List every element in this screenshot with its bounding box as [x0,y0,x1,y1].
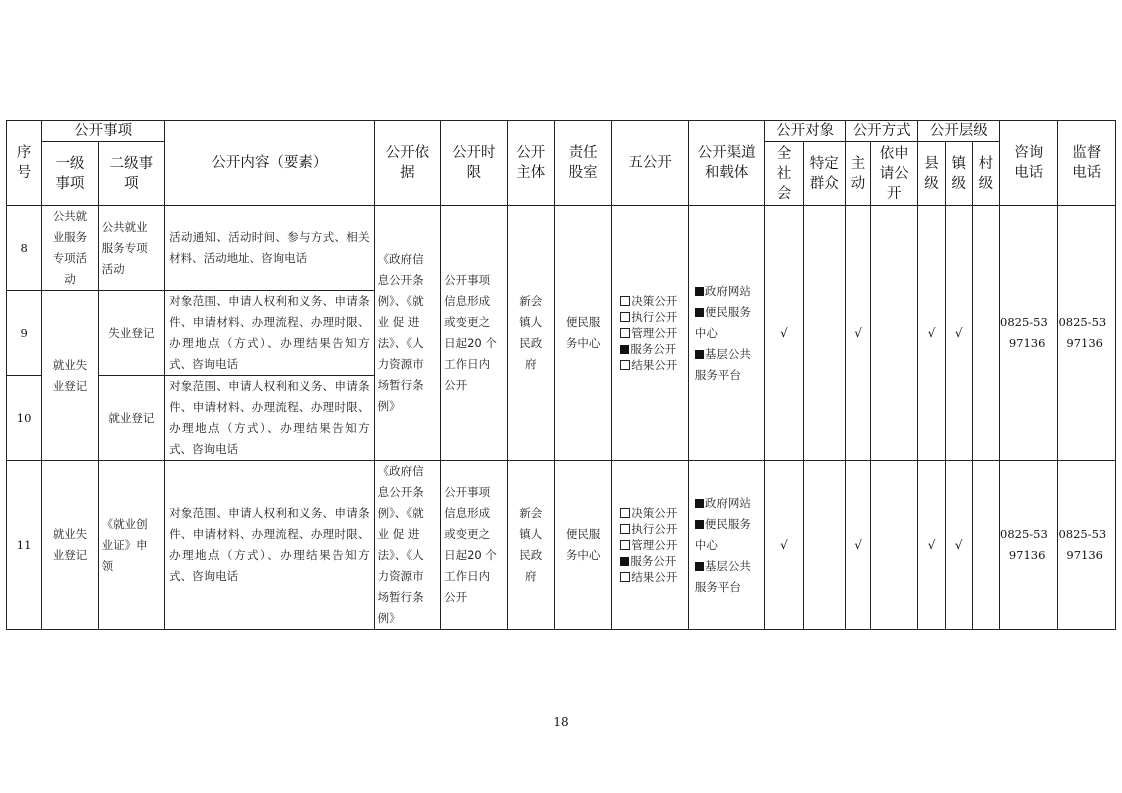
level-town-check: √ [945,461,972,630]
subject-cell: 新会 镇人 民政 府 [507,206,554,461]
empty-checkbox-icon [620,296,630,306]
level-county-check: √ [918,461,945,630]
empty-checkbox-icon [620,524,630,534]
header-public-items: 公开事项 [42,121,165,142]
table-body [7,206,1116,630]
row-number: 8 [7,206,42,291]
header-level2: 二级事 项 [98,142,164,206]
five-public-list [620,293,685,373]
method-request-cell [871,206,918,461]
level-village-cell [972,461,999,630]
five-public-list [620,505,685,585]
table-header [7,121,1116,206]
content-cell: 对象范围、申请人权利和义务、申请条件、申请材料、办理流程、办理时限、办理地点（方式）、办理结果告知方式、咨询电话 [165,376,375,461]
empty-checkbox-icon [620,540,630,550]
header-level-village: 村 级 [972,142,999,206]
five-public-item: 管理公开 [620,325,685,341]
header-target-all: 全 社 会 [765,142,803,206]
consult-phone: 0825-53 97136 [1000,206,1058,461]
filled-square-icon [695,350,704,359]
header-method: 公开方式 [845,121,918,142]
channel-cell [688,206,765,461]
target-specific-cell [803,206,845,461]
header-supervise: 监督 电话 [1058,121,1116,206]
method-active-check: √ [845,206,870,461]
empty-checkbox-icon [620,312,630,322]
header-level-town: 镇 级 [945,142,972,206]
supervise-phone: 0825-53 97136 [1058,206,1116,461]
level-village-cell [972,206,999,461]
level1-cell: 公共就 业服务 专项活 动 [42,206,98,291]
header-channel: 公开渠道 和载体 [688,121,765,206]
time-limit-cell: 公开事项 信息形成 或变更之 日起20 个 工作日内 公开 [441,206,507,461]
header-target-specific: 特定 群众 [803,142,845,206]
level2-cell: 失业登记 [98,291,164,376]
channel-item: 基层公共 [695,344,762,365]
header-level: 公开层级 [918,121,1000,142]
basis-cell: 《政府信 息公开条 例》、《就 业 促 进 法》、《人 力资源市 场暂行条 例》 [374,206,440,461]
empty-checkbox-icon [620,328,630,338]
header-consult: 咨询 电话 [1000,121,1058,206]
target-specific-cell [803,461,845,630]
page-number: 18 [553,715,569,729]
filled-square-icon [695,562,704,571]
target-all-check: √ [765,206,803,461]
five-public-item: 决策公开 [620,505,685,521]
channel-item: 服务平台 [694,579,741,594]
row-number: 9 [7,291,42,376]
channel-item: 中心 [694,537,718,552]
row-number: 11 [7,461,42,630]
row-number: 10 [7,376,42,461]
header-target: 公开对象 [765,121,846,142]
five-public-cell [612,206,689,461]
channel-list [695,281,762,386]
header-dept: 责任 股室 [554,121,611,206]
method-request-cell [871,461,918,630]
table-row [7,206,1116,291]
header-level-county: 县 级 [918,142,945,206]
basis-cell: 《政府信 息公开条 例》、《就 业 促 进 法》、《人 力资源市 场暂行条 例》 [374,461,440,630]
content-cell: 对象范围、申请人权利和义务、申请条件、申请材料、办理流程、办理时限、办理地点（方式）、办理结果告知方式、咨询电话 [165,291,375,376]
disclosure-table [6,120,1116,630]
header-method-request: 依申 请公 开 [871,142,918,206]
dept-cell: 便民服 务中心 [554,461,611,630]
five-public-item: 结果公开 [620,569,685,585]
filled-checkbox-icon [620,557,629,566]
channel-item: 政府网站 [695,493,762,514]
header-five-public: 五公开 [612,121,689,206]
header-seq: 序 号 [7,121,42,206]
content-cell: 对象范围、申请人权利和义务、申请条件、申请材料、办理流程、办理时限、办理地点（方式）、办理结果告知方式、咨询电话 [165,461,375,630]
dept-cell: 便民服 务中心 [554,206,611,461]
level2-cell: 公共就业 服务专项 活动 [98,206,164,291]
channel-cell [688,461,765,630]
channel-item: 便民服务 [695,514,762,535]
five-public-item: 服务公开 [620,553,685,569]
header-level1: 一级 事项 [42,142,98,206]
header-basis: 公开依 据 [374,121,440,206]
five-public-item: 执行公开 [620,309,685,325]
empty-checkbox-icon [620,508,630,518]
channel-item: 基层公共 [695,556,762,577]
table-row [7,461,1116,630]
level2-cell: 《就业创 业证》申 领 [98,461,164,630]
filled-square-icon [695,287,704,296]
five-public-item: 管理公开 [620,537,685,553]
five-public-item: 结果公开 [620,357,685,373]
level1-cell: 就业失 业登记 [42,291,98,461]
five-public-cell [612,461,689,630]
level-county-check: √ [918,206,945,461]
level2-cell: 就业登记 [98,376,164,461]
level1-cell: 就业失 业登记 [42,461,98,630]
filled-checkbox-icon [620,345,629,354]
consult-phone: 0825-53 97136 [1000,461,1058,630]
channel-item: 中心 [694,325,718,340]
empty-checkbox-icon [620,572,630,582]
method-active-check: √ [845,461,870,630]
time-limit-cell: 公开事项 信息形成 或变更之 日起20 个 工作日内 公开 [441,461,507,630]
header-subject: 公开 主体 [507,121,554,206]
five-public-item: 服务公开 [620,341,685,357]
header-time-limit: 公开时 限 [441,121,507,206]
subject-cell: 新会 镇人 民政 府 [507,461,554,630]
header-content: 公开内容（要素） [165,121,375,206]
filled-square-icon [695,520,704,529]
channel-item: 政府网站 [695,281,762,302]
channel-item: 服务平台 [694,367,741,382]
filled-square-icon [695,499,704,508]
filled-square-icon [695,308,704,317]
target-all-check: √ [765,461,803,630]
content-cell: 活动通知、活动时间、参与方式、相关材料、活动地址、咨询电话 [165,206,375,291]
channel-list [695,493,762,598]
header-method-active: 主 动 [845,142,870,206]
level-town-check: √ [945,206,972,461]
supervise-phone: 0825-53 97136 [1058,461,1116,630]
five-public-item: 决策公开 [620,293,685,309]
five-public-item: 执行公开 [620,521,685,537]
empty-checkbox-icon [620,360,630,370]
channel-item: 便民服务 [695,302,762,323]
